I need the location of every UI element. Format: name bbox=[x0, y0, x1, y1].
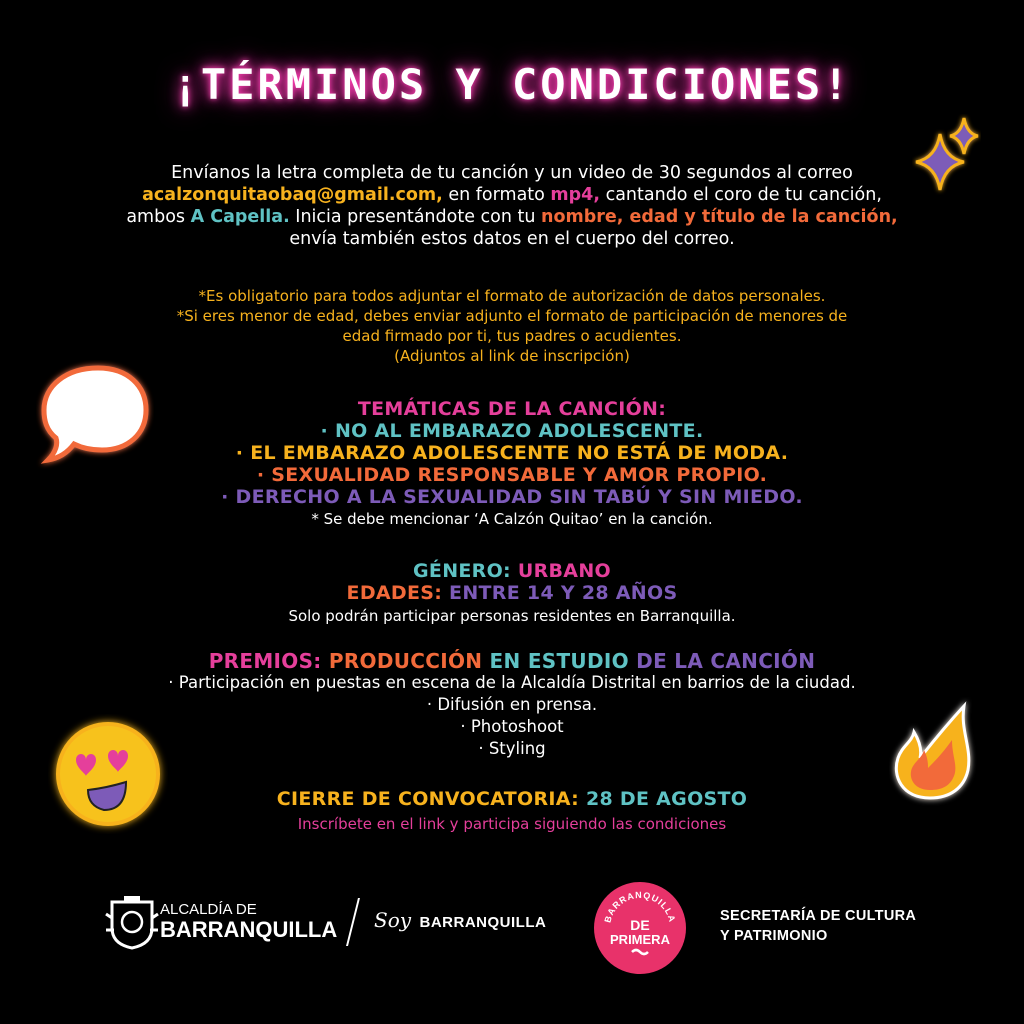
inscribete-link[interactable]: Inscríbete en el link y participa siguiendo las condiciones bbox=[297, 815, 727, 833]
intro-paragraph bbox=[0, 162, 1024, 250]
alcaldia-small: ALCALDÍA DE bbox=[160, 901, 257, 918]
tematicas-note: * Se debe mencionar ‘A Calzón Quitao’ en la canción. bbox=[311, 510, 713, 528]
note-line: *Es obligatorio para todos adjuntar el formato de autorización de datos personales. bbox=[198, 287, 826, 305]
cierre-label: CIERRE DE CONVOCATORIA: bbox=[276, 788, 580, 810]
premios-heading bbox=[0, 650, 1024, 672]
secretaria-logo bbox=[720, 906, 916, 946]
intro-line-1: Envíanos la letra completa de tu canción y un video de 30 segundos al correo bbox=[171, 163, 853, 183]
badge-top-text: BARRANQUILLA bbox=[602, 889, 678, 924]
premio-item: · Participación en puestas en escena de la Alcaldía Distrital en barrios de la ciudad. bbox=[168, 673, 856, 692]
premios-estudio: EN ESTUDIO bbox=[482, 649, 629, 673]
premio-item: · Styling bbox=[478, 739, 546, 758]
intro-text: en formato bbox=[442, 185, 551, 205]
tematicas-heading: TEMÁTICAS DE LA CANCIÓN: bbox=[357, 398, 667, 420]
secretaria-line-2: Y PATRIMONIO bbox=[720, 928, 828, 944]
genero-label: GÉNERO: bbox=[413, 560, 511, 582]
edades-value: ENTRE 14 Y 28 AÑOS bbox=[442, 582, 678, 604]
cierre-fecha: 28 DE AGOSTO bbox=[579, 788, 748, 810]
genero-line bbox=[0, 560, 1024, 582]
residentes-note: Solo podrán participar personas residentes en Barranquilla. bbox=[288, 607, 736, 625]
email-link[interactable]: acalzonquitaobaq@gmail.com, bbox=[142, 185, 443, 205]
notes-block bbox=[0, 286, 1024, 366]
premio-item: · Photoshoot bbox=[460, 717, 564, 736]
intro-text: Inicia presentándote con tu bbox=[289, 207, 542, 227]
note-line: edad firmado por ti, tus padres o acudientes. bbox=[342, 327, 682, 345]
soy-barranquilla-logo bbox=[374, 908, 546, 932]
logo-divider bbox=[346, 898, 360, 946]
tematicas-section bbox=[0, 398, 1024, 529]
datos-requeridos: nombre, edad y título de la canción, bbox=[541, 207, 898, 227]
cierre-line bbox=[0, 788, 1024, 810]
note-line: *Si eres menor de edad, debes enviar adjunto el formato de participación de menores de bbox=[176, 307, 848, 325]
genero-edades bbox=[0, 560, 1024, 626]
intro-line-3 bbox=[0, 206, 1024, 228]
intro-text: ambos bbox=[126, 207, 191, 227]
alcaldia-logo bbox=[160, 902, 337, 942]
alcaldia-crest-icon bbox=[102, 894, 162, 950]
de-primera-badge bbox=[592, 880, 688, 976]
format-mp4: mp4, bbox=[550, 185, 601, 205]
soy-label: Soy bbox=[374, 908, 412, 932]
alcaldia-big: BARRANQUILLA bbox=[160, 917, 338, 942]
cierre-section bbox=[0, 788, 1024, 834]
genero-value: URBANO bbox=[510, 560, 611, 582]
badge-line-1: DE bbox=[630, 917, 650, 933]
intro-line-4: envía también estos datos en el cuerpo del correo. bbox=[289, 229, 735, 249]
edades-label: EDADES: bbox=[346, 582, 443, 604]
tematica-item: · DERECHO A LA SEXUALIDAD SIN TABÚ Y SIN MIEDO. bbox=[221, 486, 803, 508]
premios-label: PREMIOS: bbox=[208, 649, 322, 673]
intro-text: cantando el coro de tu canción, bbox=[600, 185, 882, 205]
tematica-item: · SEXUALIDAD RESPONSABLE Y AMOR PROPIO. bbox=[256, 464, 768, 486]
note-line: (Adjuntos al link de inscripción) bbox=[394, 347, 630, 365]
premios-cancion: DE LA CANCIÓN bbox=[628, 649, 816, 673]
edades-line bbox=[0, 582, 1024, 604]
badge-line-2: PRIMERA bbox=[610, 932, 670, 947]
page-title: ¡TÉRMINOS Y CONDICIONES! bbox=[172, 60, 852, 109]
secretaria-line-1: SECRETARÍA DE CULTURA bbox=[720, 908, 917, 924]
acapella: A Capella. bbox=[190, 207, 290, 227]
premios-produccion: PRODUCCIÓN bbox=[321, 649, 483, 673]
soy-city: BARRANQUILLA bbox=[419, 914, 547, 931]
tematica-item: · NO AL EMBARAZO ADOLESCENTE. bbox=[320, 420, 704, 442]
tematica-item: · EL EMBARAZO ADOLESCENTE NO ESTÁ DE MODA. bbox=[235, 442, 789, 464]
premio-item: · Difusión en prensa. bbox=[426, 695, 598, 714]
intro-line-2 bbox=[0, 184, 1024, 206]
